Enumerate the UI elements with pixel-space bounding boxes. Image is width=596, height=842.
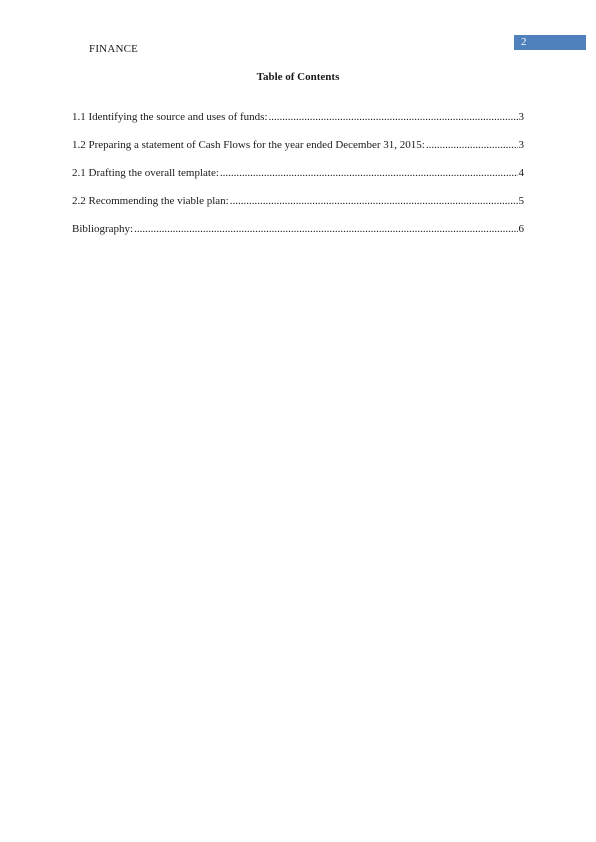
toc-list [72,110,524,250]
toc-dot-leader [220,166,518,180]
toc-entry-page: 3 [518,111,524,123]
toc-entry[interactable] [72,138,524,166]
toc-dot-leader [134,222,517,236]
toc-dot-leader [426,138,518,152]
toc-dot-leader [269,110,518,124]
page-number: 2 [521,36,527,48]
toc-entry-page: 6 [518,223,524,235]
toc-entry[interactable] [72,194,524,222]
toc-heading: Table of Contents [256,71,340,83]
toc-entry-label: 1.1 Identifying the source and uses of funds: [72,111,268,123]
toc-entry[interactable] [72,110,524,138]
page-number-badge [514,35,586,50]
toc-entry-page: 4 [518,167,524,179]
toc-dot-leader [230,194,518,208]
running-header-title: FINANCE [89,43,139,55]
toc-entry-label: 2.2 Recommending the viable plan: [72,195,229,207]
toc-entry[interactable] [72,166,524,194]
toc-entry-label: 1.2 Preparing a statement of Cash Flows for the year ended December 31, 2015: [72,139,425,151]
toc-entry-page: 3 [518,139,524,151]
toc-entry-label: Bibliography: [72,223,134,235]
toc-entry-label: 2.1 Drafting the overall template: [72,167,219,179]
toc-entry-page: 5 [518,195,524,207]
toc-entry[interactable] [72,222,524,250]
